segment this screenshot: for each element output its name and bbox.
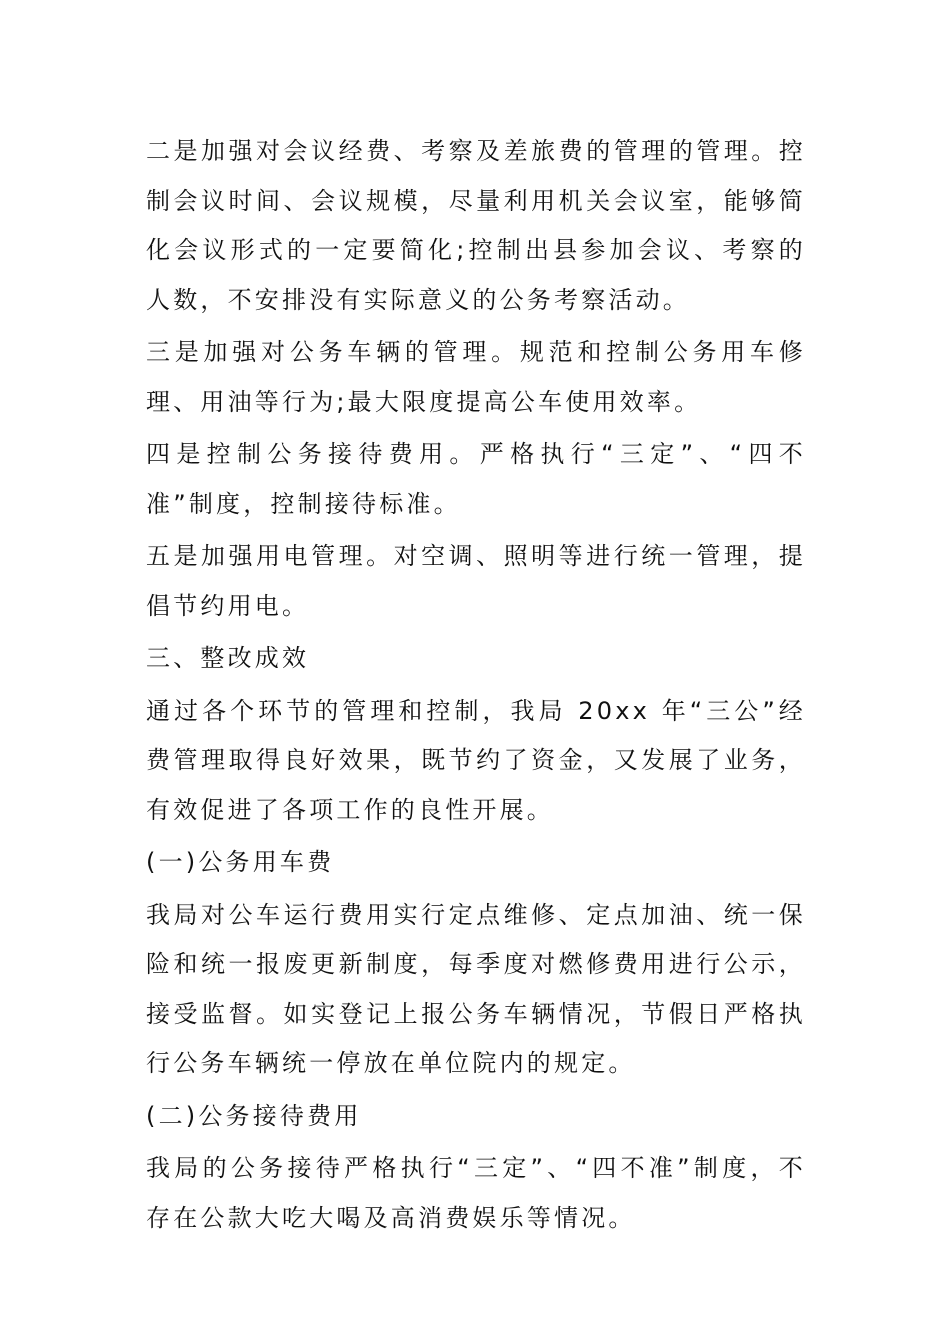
subheading-reception-costs: (二)公务接待费用 [146, 1101, 362, 1130]
section-heading-results: 三、整改成效 [146, 644, 310, 672]
paragraph-reception-costs: 我局的公务接待严格执行“三定”、“四不准”制度，不存在公款大吃大喝及高消费娱乐等情况。 [146, 1154, 806, 1232]
document-body [146, 127, 806, 1246]
paragraph-vehicle-costs: 我局对公车运行费用实行定点维修、定点加油、统一保险和统一报废更新制度，每季度对燃修费用进行公示，接受监督。如实登记上报公务车辆情况，节假日严格执行公务车辆统一停放在单位院内的规定。 [146, 900, 806, 1077]
paragraph-results-summary: 通过各个环节的管理和控制，我局 20xx 年“三公”经费管理取得良好效果，既节约了资金，又发展了业务，有效促进了各项工作的良性开展。 [146, 696, 807, 824]
paragraph-reception-control: 四是控制公务接待费用。严格执行“三定”、“四不准”制度，控制接待标准。 [146, 440, 806, 518]
paragraph-electricity-management: 五是加强用电管理。对空调、照明等进行统一管理，提倡节约用电。 [146, 542, 806, 620]
paragraph-vehicle-management: 三是加强对公务车辆的管理。规范和控制公务用车修理、用油等行为;最大限度提高公车使用效率。 [146, 338, 806, 416]
paragraph-meeting-expenses: 二是加强对会议经费、考察及差旅费的管理的管理。控制会议时间、会议规模，尽量利用机关会议室，能够简化会议形式的一定要简化;控制出县参加会议、考察的人数，不安排没有实际意义的公务考察活动。 [146, 137, 806, 314]
subheading-vehicle-costs: (一)公务用车费 [146, 848, 335, 876]
